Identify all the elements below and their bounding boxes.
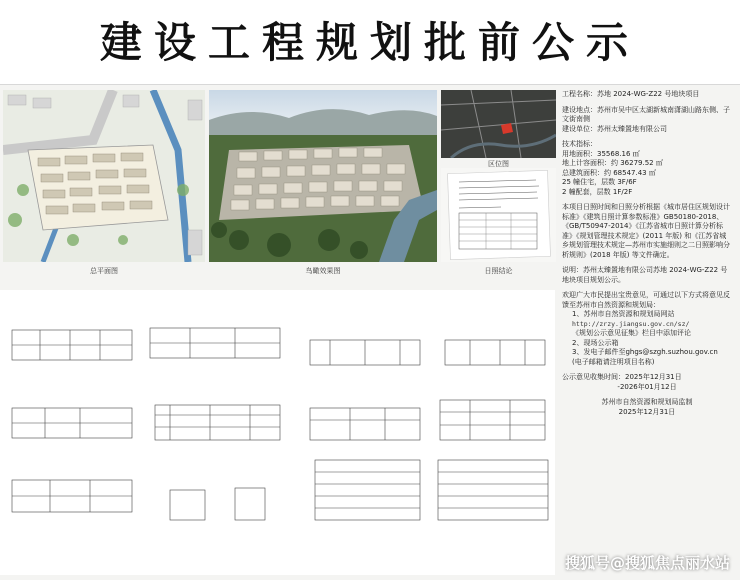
page-title: 建设工程规划批前公示 xyxy=(99,18,640,67)
feedback-way-3-note: (电子邮箱请注明项目名称) xyxy=(572,357,655,366)
sunlight-conclusion-image xyxy=(441,168,556,262)
architectural-drawings xyxy=(0,290,555,575)
aerial-caption: 鸟瞰效果图 xyxy=(305,267,341,275)
sunlight-caption: 日照结论 xyxy=(484,267,513,275)
sunlight-basis: 本项目日照时间和日照分析根据《城市居住区规划设计标准》《建筑日照计算参数标准》GB50180-2018、《GB/T50947-2014》《江苏省城市日照计算分析标准》《规划管理技术规定》(2011 年版) 和《江苏省城乡规划管理技术规定—苏州市实施细则之二日照影响分析规则》(2018 年版) 等文件确定。 xyxy=(562,203,730,259)
watermark: 搜狐号@搜狐焦点丽水站 xyxy=(564,554,730,572)
feedback-way-1-detail: 《规划公示意见征集》栏目中添加评论 xyxy=(572,329,691,337)
collection-period-end: -2026年01月12日 xyxy=(617,382,677,391)
supporting-buildings: 2 幢配套，层数 1F/2F xyxy=(562,187,633,196)
site-plan-caption: 总平面图 xyxy=(90,267,118,275)
above-ground-area: 地上计容面积：约 36279.52 ㎡ xyxy=(562,159,663,167)
note: 说明：苏州太臻置地有限公司苏地 2024-WG-Z22 号地块项目规划公示。 xyxy=(562,266,728,284)
developer: 建设单位：苏州太臻置地有限公司 xyxy=(562,124,667,133)
site-plan-image xyxy=(3,90,205,262)
project-location: 建设地点：苏州市吴中区太湖新城南潇湖山路东侧、子文街南侧 xyxy=(562,105,730,123)
indicators-title: 技术指标： xyxy=(562,140,597,148)
feedback-website-link[interactable]: http://zrzy.jiangsu.gov.cn/sz/ xyxy=(572,319,690,328)
residential-buildings: 25 幢住宅，层数 3F/6F xyxy=(562,178,637,186)
project-info-panel xyxy=(562,90,732,417)
land-area: 用地面积：35568.16 ㎡ xyxy=(562,149,640,158)
issue-date: 2025年12月31日 xyxy=(618,407,676,416)
aerial-rendering-image xyxy=(209,90,437,262)
location-map-image xyxy=(441,90,556,158)
location-caption: 区位图 xyxy=(488,160,509,168)
collection-period: 公示意见收集时间：2025年12月31日 xyxy=(562,373,682,381)
issuer: 苏州市自然资源和规划局监制 xyxy=(601,398,693,406)
feedback-way-1: 1、苏州市自然资源和规划局网站 xyxy=(572,310,675,318)
feedback-way-3: 3、发电子邮件至ghgs@szgh.suzhou.gov.cn xyxy=(572,348,718,356)
project-name: 工程名称：苏地 2024-WG-Z22 号地块项目 xyxy=(562,90,700,98)
welcome-text: 欢迎广大市民提出宝贵意见，可通过以下方式将意见反馈至苏州市自然资源和规划局： xyxy=(562,291,730,309)
total-area: 总建筑面积：约 68547.43 ㎡ xyxy=(562,168,656,177)
feedback-way-2: 2、现场公示箱 xyxy=(572,338,619,347)
